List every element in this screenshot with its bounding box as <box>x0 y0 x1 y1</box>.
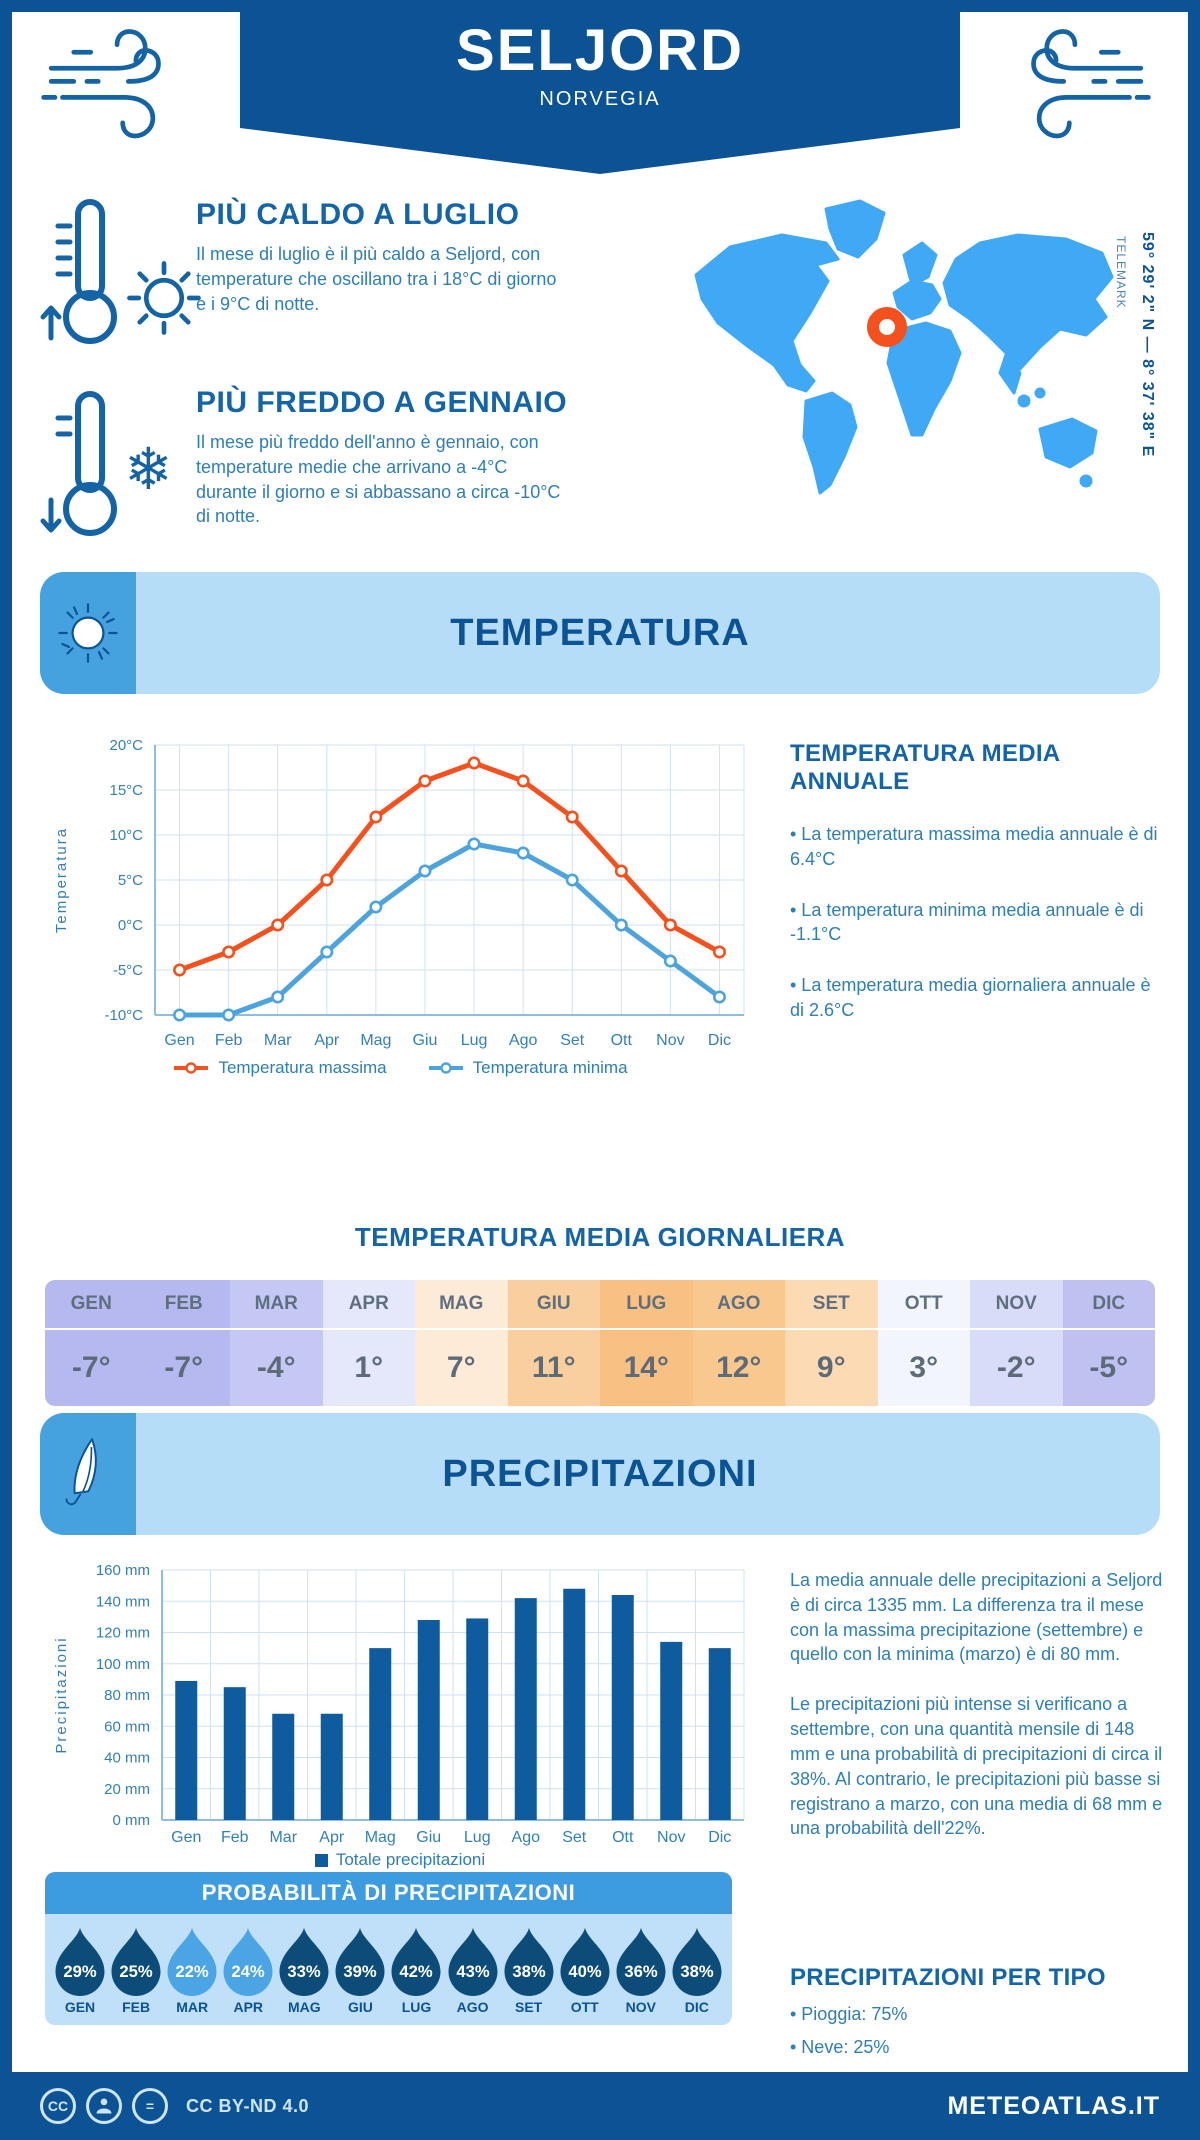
svg-text:29%: 29% <box>63 1961 97 1981</box>
svg-text:0°C: 0°C <box>117 917 143 934</box>
probability-title: PROBABILITÀ DI PRECIPITAZIONI <box>45 1872 732 1914</box>
probability-drops <box>45 1914 732 2025</box>
daily-temperature-table <box>45 1280 1155 1406</box>
precipitation-section-title: PRECIPITAZIONI <box>442 1452 758 1495</box>
svg-text:60 mm: 60 mm <box>104 1718 150 1736</box>
raindrop-icon <box>109 1926 163 1996</box>
person-icon <box>86 2088 122 2124</box>
bar-chart-legend <box>50 1850 750 1870</box>
table-column-mar <box>230 1280 323 1406</box>
site-link[interactable]: METEOATLAS.IT <box>947 2091 1160 2120</box>
precipitation-bar-chart <box>50 1548 750 1848</box>
table-temperature-value: -2° <box>996 1351 1036 1384</box>
probability-month-label: MAG <box>287 1999 321 2015</box>
raindrop-icon <box>277 1926 331 1996</box>
svg-text:Apr: Apr <box>314 1032 340 1049</box>
table-column-lug <box>600 1280 693 1406</box>
probability-drop-mag <box>277 1926 331 2015</box>
precipitation-paragraph: La media annuale delle precipitazioni a Seljord è di circa 1335 mm. La differenza tra il mese con la massima precipitazione (settembre) e quello con la minima (marzo) è di 80 mm. <box>790 1570 1163 1665</box>
svg-text:Dic: Dic <box>708 1829 732 1846</box>
table-month-label: DIC <box>1063 1280 1156 1330</box>
svg-text:Set: Set <box>560 1032 585 1049</box>
table-column-ago <box>693 1280 786 1406</box>
probability-drop-feb <box>109 1926 163 2015</box>
geo-region: TELEMARK <box>1114 236 1128 309</box>
svg-text:Mag: Mag <box>364 1829 396 1846</box>
by-type-bullet: • Pioggia: 75% <box>790 2004 908 2024</box>
temperature-section-title: TEMPERATURA <box>450 611 750 654</box>
svg-text:Gen: Gen <box>164 1032 195 1049</box>
table-column-apr <box>323 1280 416 1406</box>
precipitation-paragraph: Le precipitazioni più intense si verificano a settembre, con una quantità mensile di 148 mm e una probabilità di precipitazioni di circa il 38%. Al contrario, le precipitazioni più basse si registrano a marzo, con una media di 68 mm e una probabilità dell'22%. <box>790 1694 1163 1839</box>
by-type-bullet: • Neve: 25% <box>790 2037 890 2057</box>
svg-text:Nov: Nov <box>657 1829 686 1846</box>
table-month-label: SET <box>785 1280 878 1330</box>
svg-text:5°C: 5°C <box>117 872 143 889</box>
table-column-dic <box>1063 1280 1156 1406</box>
location-ring-icon <box>867 307 907 347</box>
svg-text:22%: 22% <box>175 1961 209 1981</box>
svg-text:42%: 42% <box>399 1961 434 1981</box>
svg-text:38%: 38% <box>512 1961 546 1981</box>
snowflake-icon: ❄ <box>124 435 173 503</box>
probability-month-label: SET <box>515 1999 543 2015</box>
page-title: SELJORD <box>456 18 744 83</box>
svg-text:Mag: Mag <box>360 1032 392 1049</box>
annual-temperature-title: TEMPERATURA MEDIA ANNUALE <box>790 740 1060 795</box>
legend-label: Totale precipitazioni <box>335 1850 486 1869</box>
svg-text:20 mm: 20 mm <box>104 1780 150 1798</box>
by-type-title: PRECIPITAZIONI PER TIPO <box>790 1964 1106 1991</box>
table-temperature-value: -5° <box>1089 1351 1129 1384</box>
probability-month-label: APR <box>233 1999 264 2015</box>
svg-text:140 mm: 140 mm <box>95 1593 150 1611</box>
probability-drop-nov <box>614 1926 668 2015</box>
svg-text:Precipitazioni: Precipitazioni <box>53 1636 70 1754</box>
cold-title: PIÙ FREDDO A GENNAIO <box>196 386 568 419</box>
wind-icon <box>38 22 198 154</box>
svg-text:24%: 24% <box>231 1961 265 1981</box>
probability-month-label: DIC <box>684 1999 709 2015</box>
warm-title: PIÙ CALDO A LUGLIO <box>196 198 520 231</box>
table-month-label: OTT <box>878 1280 971 1330</box>
legend-label: Temperatura minima <box>472 1058 628 1077</box>
table-temperature-value: 14° <box>623 1351 669 1384</box>
svg-text:Feb: Feb <box>214 1032 243 1049</box>
table-temperature-value: 3° <box>909 1351 939 1384</box>
temperature-line-chart <box>50 715 750 1065</box>
warm-icons <box>38 196 198 351</box>
svg-text:40 mm: 40 mm <box>104 1749 150 1767</box>
svg-text:80 mm: 80 mm <box>104 1687 150 1704</box>
svg-text:38%: 38% <box>680 1961 714 1981</box>
svg-text:Nov: Nov <box>656 1032 685 1049</box>
geo-coordinates: 59° 29' 2" N — 8° 37' 38" E <box>1139 232 1156 458</box>
raindrop-icon <box>670 1926 724 1996</box>
table-column-set <box>785 1280 878 1406</box>
svg-text:Mar: Mar <box>269 1829 298 1846</box>
precipitation-by-type <box>790 1964 1162 2058</box>
raindrop-icon <box>53 1926 107 1996</box>
annual-temperature-block <box>790 740 1162 1023</box>
svg-text:Lug: Lug <box>460 1032 488 1049</box>
svg-text:15°C: 15°C <box>109 782 143 799</box>
svg-text:Giu: Giu <box>412 1032 438 1049</box>
svg-text:Giu: Giu <box>416 1829 442 1846</box>
raindrop-icon <box>333 1926 387 1996</box>
raindrop-icon <box>502 1926 556 1996</box>
legend-item <box>172 1058 386 1078</box>
svg-text:Ott: Ott <box>612 1829 634 1846</box>
table-month-label: GEN <box>45 1280 138 1330</box>
svg-text:Feb: Feb <box>220 1829 249 1846</box>
table-temperature-value: 11° <box>531 1351 576 1384</box>
by-type-bullets <box>790 2004 1162 2058</box>
probability-month-label: AGO <box>456 1999 489 2015</box>
svg-text:Apr: Apr <box>319 1829 345 1846</box>
daily-table-title: TEMPERATURA MEDIA GIORNALIERA <box>354 1222 846 1252</box>
svg-text:Set: Set <box>562 1829 587 1846</box>
svg-text:20°C: 20°C <box>109 737 143 754</box>
table-column-mag <box>415 1280 508 1406</box>
probability-drop-ago <box>446 1926 500 2015</box>
probability-month-label: OTT <box>570 1999 599 2015</box>
probability-drop-gen <box>53 1926 107 2015</box>
probability-drop-lug <box>389 1926 443 2015</box>
svg-text:Mar: Mar <box>263 1032 292 1049</box>
svg-text:-5°C: -5°C <box>112 962 143 979</box>
svg-text:Dic: Dic <box>707 1032 732 1049</box>
probability-drop-mar <box>165 1926 219 2015</box>
cold-text: Il mese più freddo dell'anno è gennaio, con temperature medie che arrivano a -4°C durante il giorno e si abbassano a circa -10°C di notte. <box>196 432 561 527</box>
annual-bullet: • La temperatura media giornaliera annuale è di 2.6°C <box>790 975 1151 1021</box>
svg-text:160 mm: 160 mm <box>95 1562 150 1579</box>
line-chart-legend <box>50 1058 750 1078</box>
table-temperature-value: -7° <box>71 1351 111 1384</box>
svg-text:100 mm: 100 mm <box>95 1655 150 1673</box>
probability-month-label: FEB <box>122 1999 151 2015</box>
svg-text:36%: 36% <box>624 1961 658 1981</box>
probability-drop-ott <box>558 1926 612 2015</box>
table-month-label: GIU <box>508 1280 601 1330</box>
footer <box>0 2072 1200 2140</box>
table-temperature-value: 1° <box>354 1351 384 1384</box>
probability-drop-dic <box>670 1926 724 2015</box>
table-month-label: FEB <box>138 1280 231 1330</box>
legend-label: Temperatura massima <box>218 1058 387 1077</box>
license-label: CC BY-ND 4.0 <box>186 2095 310 2116</box>
raindrop-icon <box>614 1926 668 1996</box>
table-temperature-value: -4° <box>256 1351 296 1384</box>
raindrop-icon <box>558 1926 612 1996</box>
annual-temperature-bullets <box>790 822 1162 1023</box>
wind-icon <box>994 22 1154 154</box>
raindrop-icon <box>446 1926 500 1996</box>
table-temperature-value: 9° <box>816 1351 846 1384</box>
table-month-label: APR <box>323 1280 416 1330</box>
svg-text:40%: 40% <box>568 1961 602 1981</box>
probability-month-label: GEN <box>64 1999 96 2015</box>
svg-text:10°C: 10°C <box>109 827 143 844</box>
license-badge[interactable] <box>40 2088 309 2124</box>
svg-text:39%: 39% <box>343 1961 378 1981</box>
table-column-feb <box>138 1280 231 1406</box>
svg-text:Ott: Ott <box>610 1032 632 1049</box>
warm-text: Il mese di luglio è il più caldo a Seljord, con temperature che oscillano tra i 18°C di giorno e i 9°C di notte. <box>196 244 557 314</box>
cold-icons <box>38 388 198 543</box>
table-month-label: MAR <box>230 1280 323 1330</box>
svg-text:Ago: Ago <box>508 1032 538 1049</box>
svg-text:33%: 33% <box>287 1961 321 1981</box>
header-banner <box>240 0 960 128</box>
temperature-section-bar <box>40 572 1160 694</box>
precipitation-text <box>790 1568 1165 1866</box>
world-map <box>688 195 1118 505</box>
annual-bullet: • La temperatura minima media annuale è di -1.1°C <box>790 899 1144 945</box>
probability-month-label: GIU <box>347 1999 373 2015</box>
raindrop-icon <box>389 1926 443 1996</box>
legend-swatch <box>315 1854 328 1867</box>
page-subtitle: NORVEGIA <box>539 88 661 110</box>
probability-drop-apr <box>221 1926 275 2015</box>
table-column-giu <box>508 1280 601 1406</box>
svg-text:25%: 25% <box>119 1961 153 1981</box>
table-column-nov <box>970 1280 1063 1406</box>
precipitation-section-bar <box>40 1413 1160 1535</box>
table-temperature-value: 7° <box>446 1351 476 1384</box>
table-month-label: NOV <box>970 1280 1063 1330</box>
thermometer-down-icon <box>38 388 138 538</box>
raindrop-icon <box>165 1926 219 1996</box>
nd-icon: = <box>132 2088 168 2124</box>
table-column-gen <box>45 1280 138 1406</box>
table-month-label: MAG <box>415 1280 508 1330</box>
cc-icon: CC <box>40 2088 76 2124</box>
sun-icon <box>122 256 206 340</box>
svg-text:0 mm: 0 mm <box>112 1812 150 1829</box>
table-temperature-value: -7° <box>164 1351 204 1384</box>
probability-panel <box>45 1872 732 2025</box>
svg-text:43%: 43% <box>455 1961 490 1981</box>
table-month-label: AGO <box>693 1280 786 1330</box>
legend-item <box>315 1850 485 1870</box>
svg-text:-10°C: -10°C <box>104 1007 143 1024</box>
svg-text:Gen: Gen <box>171 1829 202 1846</box>
probability-month-label: NOV <box>625 1999 656 2015</box>
probability-month-label: LUG <box>401 1999 432 2015</box>
probability-drop-set <box>502 1926 556 2015</box>
legend-item <box>427 1058 628 1078</box>
table-temperature-value: 12° <box>716 1351 762 1384</box>
svg-text:Lug: Lug <box>463 1829 491 1846</box>
table-month-label: LUG <box>600 1280 693 1330</box>
table-column-ott <box>878 1280 971 1406</box>
svg-text:Temperatura: Temperatura <box>53 826 70 934</box>
svg-text:120 mm: 120 mm <box>95 1624 150 1642</box>
svg-text:Ago: Ago <box>511 1829 540 1846</box>
annual-bullet: • La temperatura massima media annuale è di 6.4°C <box>790 824 1158 869</box>
raindrop-icon <box>221 1926 275 1996</box>
probability-month-label: MAR <box>176 1999 209 2015</box>
probability-drop-giu <box>333 1926 387 2015</box>
